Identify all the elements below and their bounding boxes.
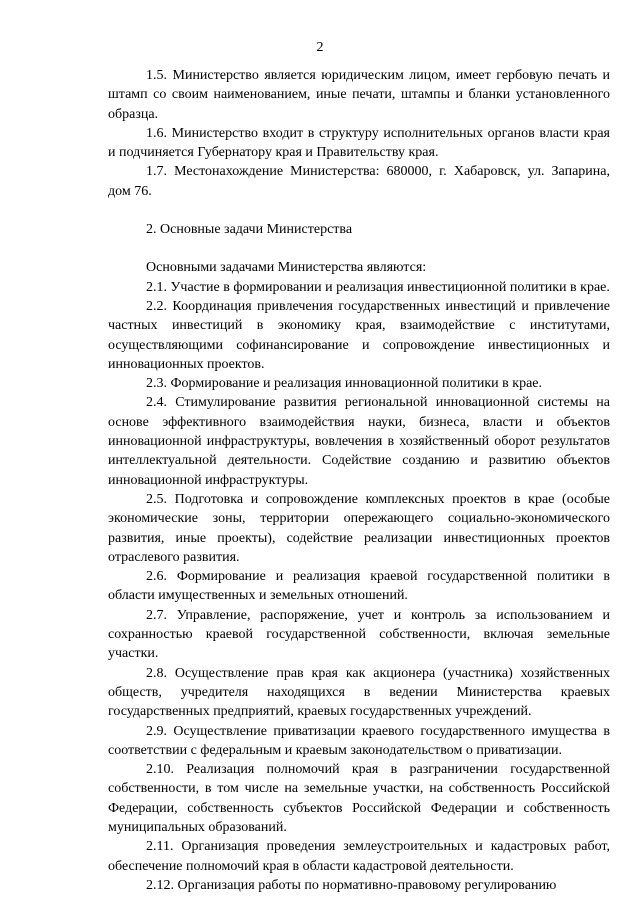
task-item-2-3: 2.3. Формирование и реализация инновационной политики в крае. xyxy=(146,376,543,392)
task-item-2-12: 2.12. Организация работы по нормативно-правовому регулированию xyxy=(146,877,557,893)
task-item-2-6: 2.6. Формирование и реализация краевой государственной политики в области имущественных и земельных отношений. xyxy=(108,569,610,604)
section-heading: 2. Основные задачи Министерства xyxy=(146,222,353,238)
task-item-2-11: 2.11. Организация проведения землеустроительных и кадастровых работ, обеспечение полномочий края в области кадастровой деятельности. xyxy=(108,839,610,874)
task-item-2-8: 2.8. Осуществление прав края как акционера (участника) хозяйственных обществ, учредителя находящихся в ведении Министерства краевых государственных предприятий, краевых государственных учреждений. xyxy=(108,665,610,720)
task-item-2-4: 2.4. Стимулирование развития региональной инновационной системы на основе эффективного взаимодействия науки, бизнеса, власти и объектов инновационной инфраструктуры, вовлечения в хозяйственный оборот результатов интеллектуальной деятельности. Содействие созданию и развитию объектов инновационной инфраструктуры. xyxy=(108,395,610,488)
page-number: 2 xyxy=(316,40,324,55)
task-item-2-7: 2.7. Управление, распоряжение, учет и контроль за использованием и сохранностью краевой государственной собственности, включая земельные участки. xyxy=(108,607,610,662)
task-item-2-1: 2.1. Участие в формировании и реализация инвестиционной политики в крае. xyxy=(146,279,610,295)
blank-line xyxy=(108,239,610,258)
task-item-2-10: 2.10. Реализация полномочий края в разграничении государственной собственности, в том числе на земельные участки, на собственность Российской Федерации, собственность субъектов Российской Федерации и собственность муниципальных образований. xyxy=(108,762,610,835)
task-item-2-2: 2.2. Координация привлечения государственных инвестиций и привлечение частных инвестиций в экономику края, взаимодействие с институтами, осуществляющими софинансирование и сопровождение инвестиционных и инновационных проектов. xyxy=(108,298,610,372)
paragraph-1-7: 1.7. Местонахождение Министерства: 680000, г. Хабаровск, ул. Запарина, дом 76. xyxy=(108,164,610,199)
task-item-2-5: 2.5. Подготовка и сопровождение комплексных проектов в крае (особые экономические зоны, территории опережающего социально-экономического развития, иные проекты), содействие реализации инвестиционных проектов отраслевого развития. xyxy=(108,491,610,565)
paragraph-1-6: 1.6. Министерство входит в структуру исполнительных органов власти края и подчиняется Губернатору края и Правительству края. xyxy=(108,125,610,161)
tasks-intro: Основными задачами Министерства являются: xyxy=(146,260,427,276)
document-body xyxy=(108,66,610,895)
task-item-2-9: 2.9. Осуществление приватизации краевого государственного имущества в соответствии с федеральным и краевым законодательством о приватизации. xyxy=(108,723,610,758)
paragraph-1-5: 1.5. Министерство является юридическим лицом, имеет гербовую печать и штамп со своим наименованием, иные печати, штампы и бланки установленного образца. xyxy=(108,68,610,122)
blank-line xyxy=(108,201,610,220)
